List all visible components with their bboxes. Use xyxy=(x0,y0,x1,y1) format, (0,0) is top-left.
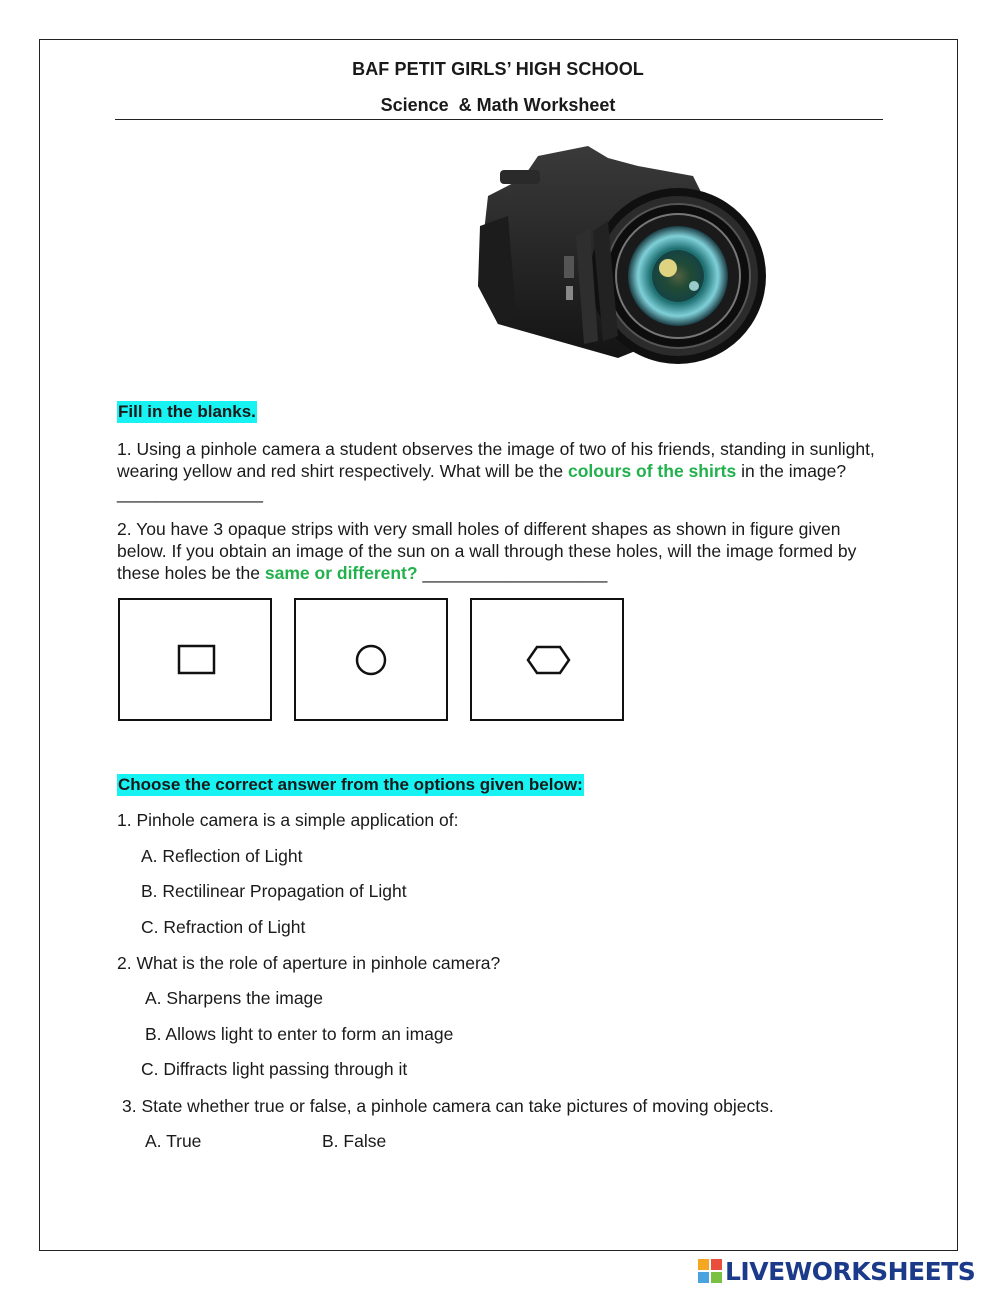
mcq-option[interactable]: C. Diffracts light passing through it xyxy=(141,1059,408,1079)
camera-icon xyxy=(468,136,768,366)
strip-circle xyxy=(294,598,448,721)
answer-blank-2[interactable]: ___________________ xyxy=(422,563,608,583)
choose-answer-heading: Choose the correct answer from the options given below: xyxy=(118,775,583,794)
strip-hexagon xyxy=(470,598,624,721)
mcq-question-3: 3. State whether true or false, a pinhole camera can take pictures of moving objects. xyxy=(122,1096,774,1116)
mcq-question-2: 2. What is the role of aperture in pinhole camera? xyxy=(117,953,501,973)
mcq-option[interactable]: B. False xyxy=(322,1131,387,1151)
circle-hole-icon xyxy=(296,600,446,719)
title-divider xyxy=(115,119,883,120)
keyword-highlight: colours of the shirts xyxy=(567,461,737,481)
school-title: BAF PETIT GIRLS’ HIGH SCHOOL xyxy=(352,59,644,79)
fill-blanks-heading: Fill in the blanks. xyxy=(118,402,256,421)
question-text: 1. Using a pinhole camera a student observes the image of two of his friends, standing in sunlight, wearing yellow and red shirt respectively. What will be the xyxy=(117,439,875,481)
liveworksheets-logo xyxy=(698,1256,975,1286)
fill-question-2 xyxy=(117,518,887,584)
worksheet-title: Science & Math Worksheet xyxy=(380,95,616,115)
strip-square xyxy=(118,598,272,721)
mcq-option[interactable]: A. Sharpens the image xyxy=(145,988,324,1008)
mcq-option[interactable]: A. True xyxy=(145,1131,202,1151)
mcq-question-1: 1. Pinhole camera is a simple application of: xyxy=(117,810,459,830)
keyword-highlight: same or different? xyxy=(264,563,418,583)
square-hole-icon xyxy=(120,600,270,719)
logo-blocks-icon xyxy=(698,1259,722,1283)
answer-blank-1[interactable]: _______________ xyxy=(117,483,263,503)
fill-question-1 xyxy=(117,438,887,504)
logo-text: LIVEWORKSHEETS xyxy=(725,1256,976,1286)
mcq-option[interactable]: C. Refraction of Light xyxy=(141,917,306,937)
mcq-option[interactable]: B. Rectilinear Propagation of Light xyxy=(141,881,407,901)
mcq-option[interactable]: A. Reflection of Light xyxy=(141,846,303,866)
question-text: 2. You have 3 opaque strips with very small holes of different shapes as shown in figure given below. If you obtain an image of the sun on a wall through these holes, will the image formed by these holes be the xyxy=(117,519,857,583)
hexagon-hole-icon xyxy=(472,600,622,719)
mcq-option[interactable]: B. Allows light to enter to form an image xyxy=(145,1024,454,1044)
question-text: in the image? xyxy=(736,461,847,481)
